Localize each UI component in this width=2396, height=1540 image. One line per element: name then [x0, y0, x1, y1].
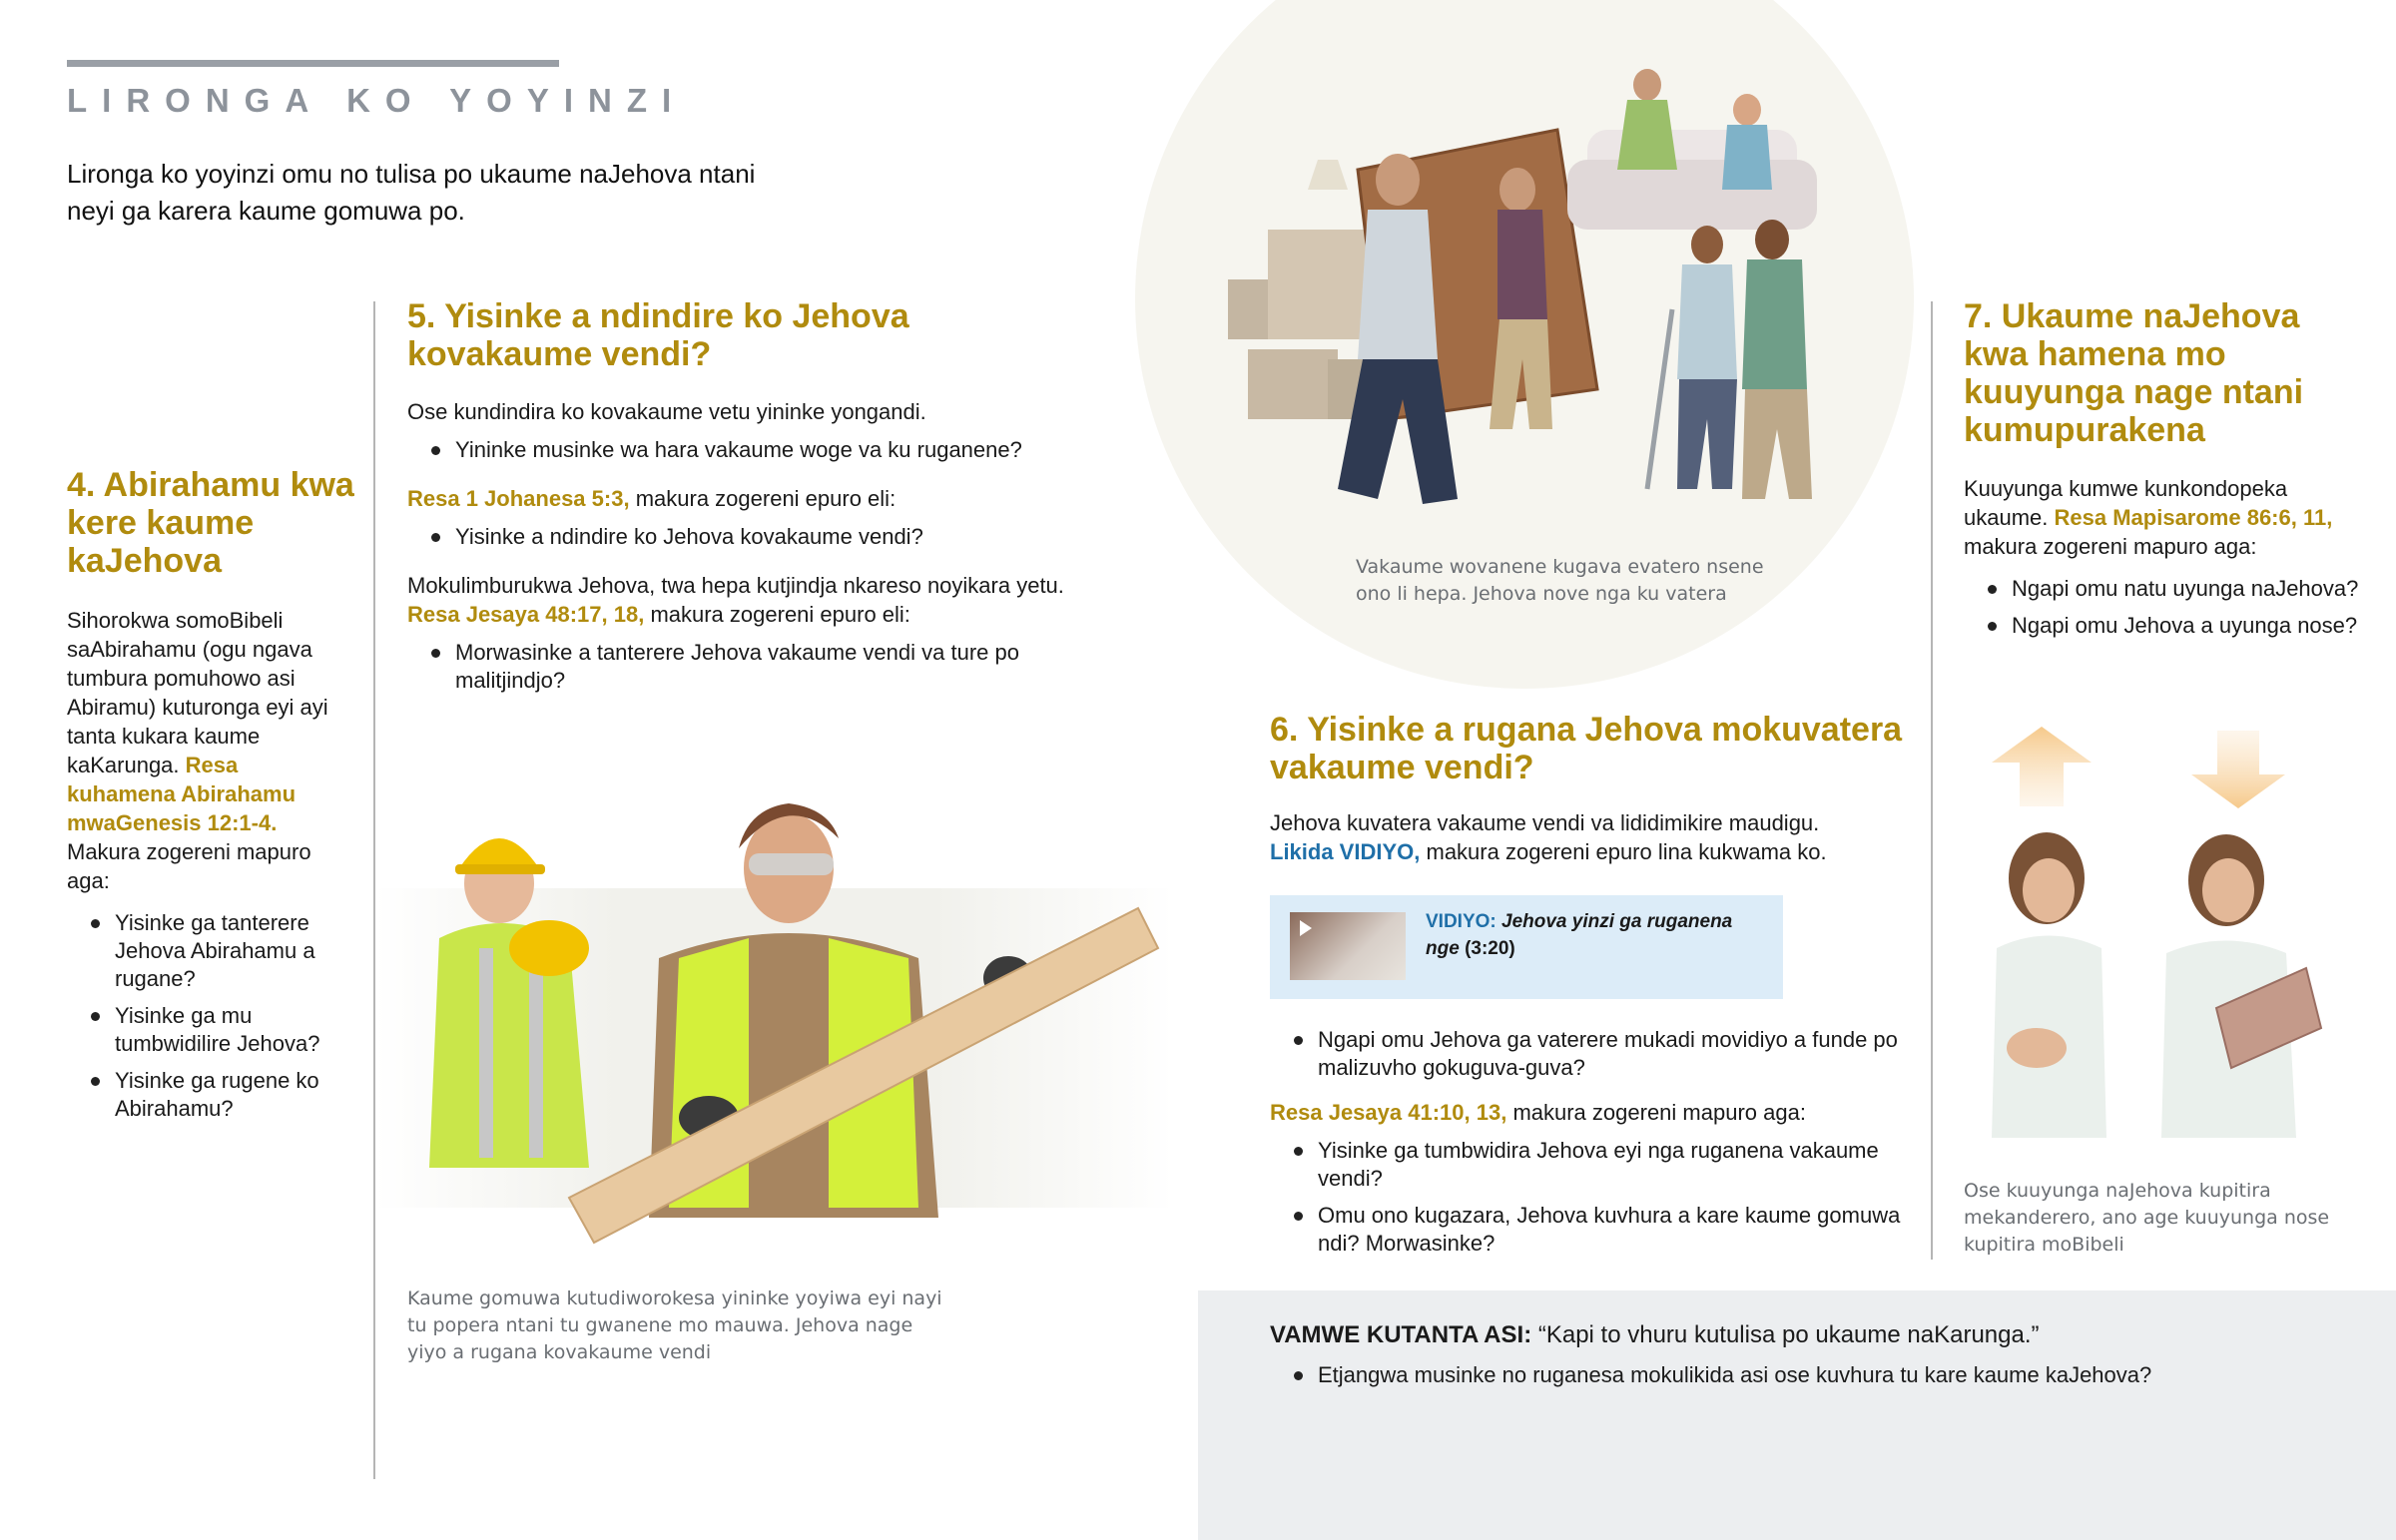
helpers-caption: Vakaume wovanene kugava evatero nsene ono li hepa. Jehova nove nga ku vatera: [1356, 556, 1764, 605]
section-5-prompt: makura zogereni epuro eli:: [635, 486, 897, 511]
section-6-body: [1270, 808, 1909, 866]
section-5-body: [407, 397, 1126, 704]
video-link[interactable]: Likida VIDIYO,: [1270, 839, 1421, 864]
video-duration: (3:20): [1465, 938, 1515, 959]
scripture-reference-link[interactable]: Resa Jesaya 41:10, 13,: [1270, 1100, 1507, 1125]
section-6-prompt: makura zogereni epuro lina kukwama ko.: [1426, 839, 1827, 864]
question-item: Yisinke ga rugene ko Abirahamu?: [67, 1067, 351, 1123]
woman-reading-figure: [2161, 834, 2321, 1138]
question-item: Morwasinke a tanterere Jehova vakaume vendi va ture po malitjindjo?: [407, 639, 1126, 695]
intro-text: Lironga ko yoyinzi omu no tulisa po ukaume naJehova ntani neyi ga karera kaume gomuwa po.: [67, 159, 756, 226]
question-item: Yisinke a ndindire ko Jehova kovakaume vendi?: [407, 523, 1126, 551]
section-7-prompt: makura zogereni mapuro aga:: [1964, 534, 2257, 559]
video-title: Jehova yinzi ga ruganena nge: [1426, 911, 1733, 959]
section-4-body: [67, 606, 351, 1132]
section-7-intro: Kuuyunga kumwe kunkondopeka ukaume.: [1964, 476, 2288, 530]
section-5-paragraph: Mokulimburukwa Jehova, twa hepa kutjindja nkareso noyikara yetu.: [407, 573, 1064, 598]
column-divider: [1931, 301, 1933, 1260]
question-item: Ngapi omu Jehova ga vaterere mukadi movidiyo a funde po malizuvho gokuguva-guva?: [1270, 1026, 1909, 1082]
question-item: Ngapi omu natu uyunga naJehova?: [1964, 575, 2363, 603]
summary-question: Etjangwa musinke no ruganesa mokulikida asi ose kuvhura tu kare kaume kaJehova?: [1270, 1361, 2368, 1389]
arrow-up-icon: [1992, 727, 2092, 806]
workers-illustration: [419, 788, 1178, 1278]
section-4-prompt: Makura zogereni mapuro aga:: [67, 839, 311, 893]
woman-praying-reading-illustration: [1977, 828, 2356, 1158]
scripture-reference-link[interactable]: Resa kuhamena Abirahamu mwaGenesis 12:1-4.: [67, 753, 297, 835]
workers-caption: Kaume gomuwa kutudiworokesa yininke yoyiwa eyi nayi tu popera ntani tu gwanene mo mauwa. Jehova nage yiyo a rugana kovakaume vendi: [407, 1287, 942, 1363]
summary-label: VAMWE KUTANTA ASI:: [1270, 1321, 1532, 1348]
prayer-caption: Ose kuuyunga naJehova kupitira mekanderero, ano age kuuyunga nose kupitira moBibeli: [1964, 1180, 2330, 1256]
summary-content: [1270, 1319, 2368, 1398]
video-card-text[interactable]: [1426, 908, 1755, 962]
section-5-title: 5. Yisinke a ndindire ko Jehova kovakaume vendi?: [407, 297, 909, 373]
question-item: Ngapi omu Jehova a uyunga nose?: [1964, 612, 2363, 640]
section-5-paragraph: Ose kundindira ko kovakaume vetu yininke yongandi.: [407, 399, 926, 424]
scripture-reference-link[interactable]: Resa Mapisarome 86:6, 11,: [2054, 505, 2333, 530]
woman-praying-figure: [1992, 832, 2106, 1138]
section-7-body: [1964, 474, 2363, 649]
summary-quote: “Kapi to vhuru kutulisa po ukaume naKarunga.”: [1537, 1321, 2040, 1348]
question-item: Yisinke ga mu tumbwidilire Jehova?: [67, 1002, 351, 1058]
section-6-prompt: makura zogereni mapuro aga:: [1512, 1100, 1806, 1125]
section-5-prompt: makura zogereni epuro eli:: [650, 602, 910, 627]
section-6-paragraph: Jehova kuvatera vakaume vendi va lididimikire maudigu.: [1270, 810, 1820, 835]
question-item: Omu ono kugazara, Jehova kuvhura a kare kaume gomuwa ndi? Morwasinke?: [1270, 1202, 1909, 1258]
scripture-reference-link[interactable]: Resa Jesaya 48:17, 18,: [407, 602, 645, 627]
scripture-reference-link[interactable]: Resa 1 Johanesa 5:3,: [407, 486, 630, 511]
question-item: Yininke musinke wa hara vakaume woge va ku ruganene?: [407, 436, 1126, 464]
page-title: LIRONGA KO YOYINZI: [67, 82, 687, 119]
section-7-title: 7. Ukaume naJehova kwa hamena mo kuuyunga nage ntani kumupurakena: [1964, 297, 2304, 449]
question-item: Yisinke ga tumbwidira Jehova eyi nga ruganena vakaume vendi?: [1270, 1137, 1909, 1193]
arrow-down-icon: [2191, 731, 2285, 808]
section-4-intro: Sihorokwa somoBibeli saAbirahamu (ogu ngava tumbura pomuhowo asi Abiramu) kuturonga eyi ayi tanta kukara kaume kaKarunga.: [67, 608, 328, 777]
older-worker-figure: [429, 838, 589, 1168]
play-icon[interactable]: [1300, 920, 1312, 936]
section-4-questions: [67, 909, 351, 1123]
section-4-title: 4. Abirahamu kwa kere kaume kaJehova: [67, 466, 354, 580]
moving-helpers-illustration: [1218, 60, 1857, 519]
header-rule: [67, 60, 559, 67]
section-6-title: 6. Yisinke a rugana Jehova mokuvatera vakaume vendi?: [1270, 711, 1903, 786]
video-label: VIDIYO:: [1426, 911, 1497, 932]
section-6-questions: [1270, 1026, 1909, 1267]
question-item: Yisinke ga tanterere Jehova Abirahamu a rugane?: [67, 909, 351, 993]
